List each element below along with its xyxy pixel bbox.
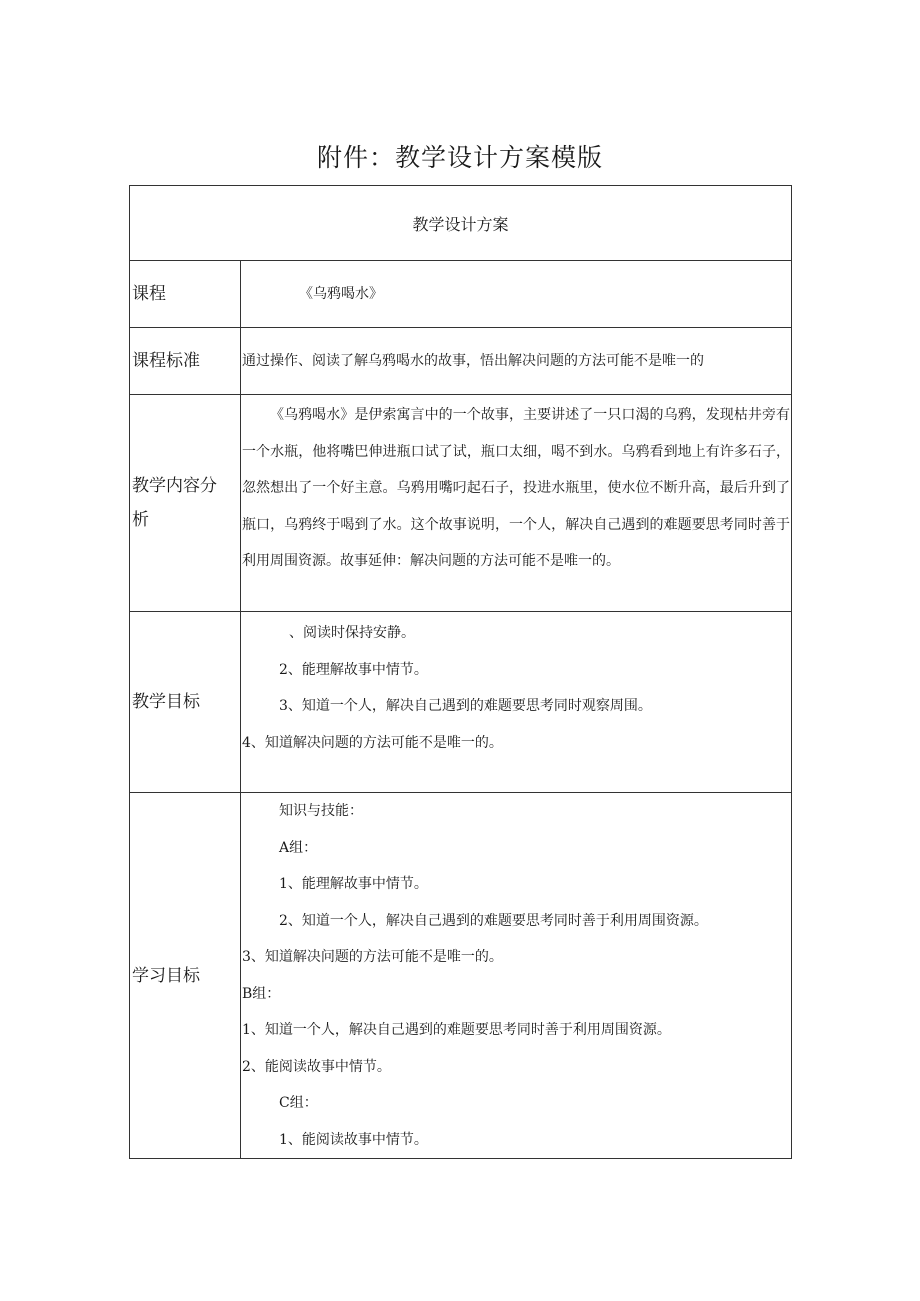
standard-label: 课程标准 (130, 328, 241, 395)
teaching-goals-label: 教学目标 (130, 612, 241, 793)
learning-goal-heading: 知识与技能： (279, 803, 363, 819)
content-analysis-text: 《乌鸦喝水》是伊索寓言中的一个故事，主要讲述了一只口渴的乌鸦，发现枯井旁有一个水瓶，他将嘴巴伸进瓶口试了试，瓶口太细，喝不到水。乌鸦看到地上有许多石子，忽然想出了一个好主意。乌鸦用嘴叼起石子，投进水瓶里，使水位不断升高，最后升到了瓶口，乌鸦终于喝到了水。这个故事说明，一个人，解决自己遇到的难题要思考同时善于利用周围资源。故事延伸：解决问题的方法可能不是唯一的。 (242, 407, 791, 569)
course-row (130, 261, 792, 328)
teaching-plan-table (129, 185, 792, 1159)
course-cell (241, 261, 792, 328)
learning-goal-item: 2、知道一个人，解决自己遇到的难题要思考同时善于利用周围资源。 (279, 912, 708, 929)
teaching-goals-row (130, 612, 792, 793)
standard-row (130, 328, 792, 395)
content-analysis-label-line2: 析 (132, 510, 149, 530)
table-header: 教学设计方案 (130, 186, 792, 261)
content-analysis-cell (241, 395, 792, 612)
content-analysis-label-line1: 教学内容分 (132, 476, 217, 496)
learning-goal-item: 1、知道一个人，解决自己遇到的难题要思考同时善于利用周围资源。 (242, 1022, 671, 1038)
learning-goal-group-c: C组： (279, 1095, 318, 1111)
learning-goal-item: 3、知道解决问题的方法可能不是唯一的。 (242, 949, 503, 965)
table-header-row (130, 186, 792, 261)
course-label: 课程 (130, 261, 241, 328)
content-analysis-row (130, 395, 792, 612)
teaching-goal-item: 2、能理解故事中情节。 (279, 661, 428, 678)
teaching-goal-item: 、阅读时保持安静。 (289, 625, 415, 641)
learning-goals-cell (241, 793, 792, 1159)
teaching-goals-cell (241, 612, 792, 793)
learning-goals-row (130, 793, 792, 1159)
learning-goal-item: 2、能阅读故事中情节。 (242, 1058, 391, 1075)
course-name: 《乌鸦喝水》 (299, 286, 383, 302)
content-analysis-label (130, 395, 241, 612)
teaching-goal-item: 4、知道解决问题的方法可能不是唯一的。 (242, 734, 503, 751)
learning-goal-item: 1、能理解故事中情节。 (279, 876, 428, 892)
learning-goals-label: 学习目标 (130, 793, 241, 1159)
standard-text: 通过操作、阅读了解乌鸦喝水的故事，悟出解决问题的方法可能不是唯一的 (242, 353, 704, 369)
learning-goal-item: 1、能阅读故事中情节。 (279, 1131, 428, 1148)
document-title: 附件：教学设计方案模版 (316, 143, 603, 172)
teaching-goal-item: 3、知道一个人，解决自己遇到的难题要思考同时观察周围。 (279, 698, 652, 714)
standard-cell (241, 328, 792, 395)
learning-goal-group-b: B组： (242, 985, 281, 1002)
learning-goal-group-a: A组： (279, 839, 318, 856)
